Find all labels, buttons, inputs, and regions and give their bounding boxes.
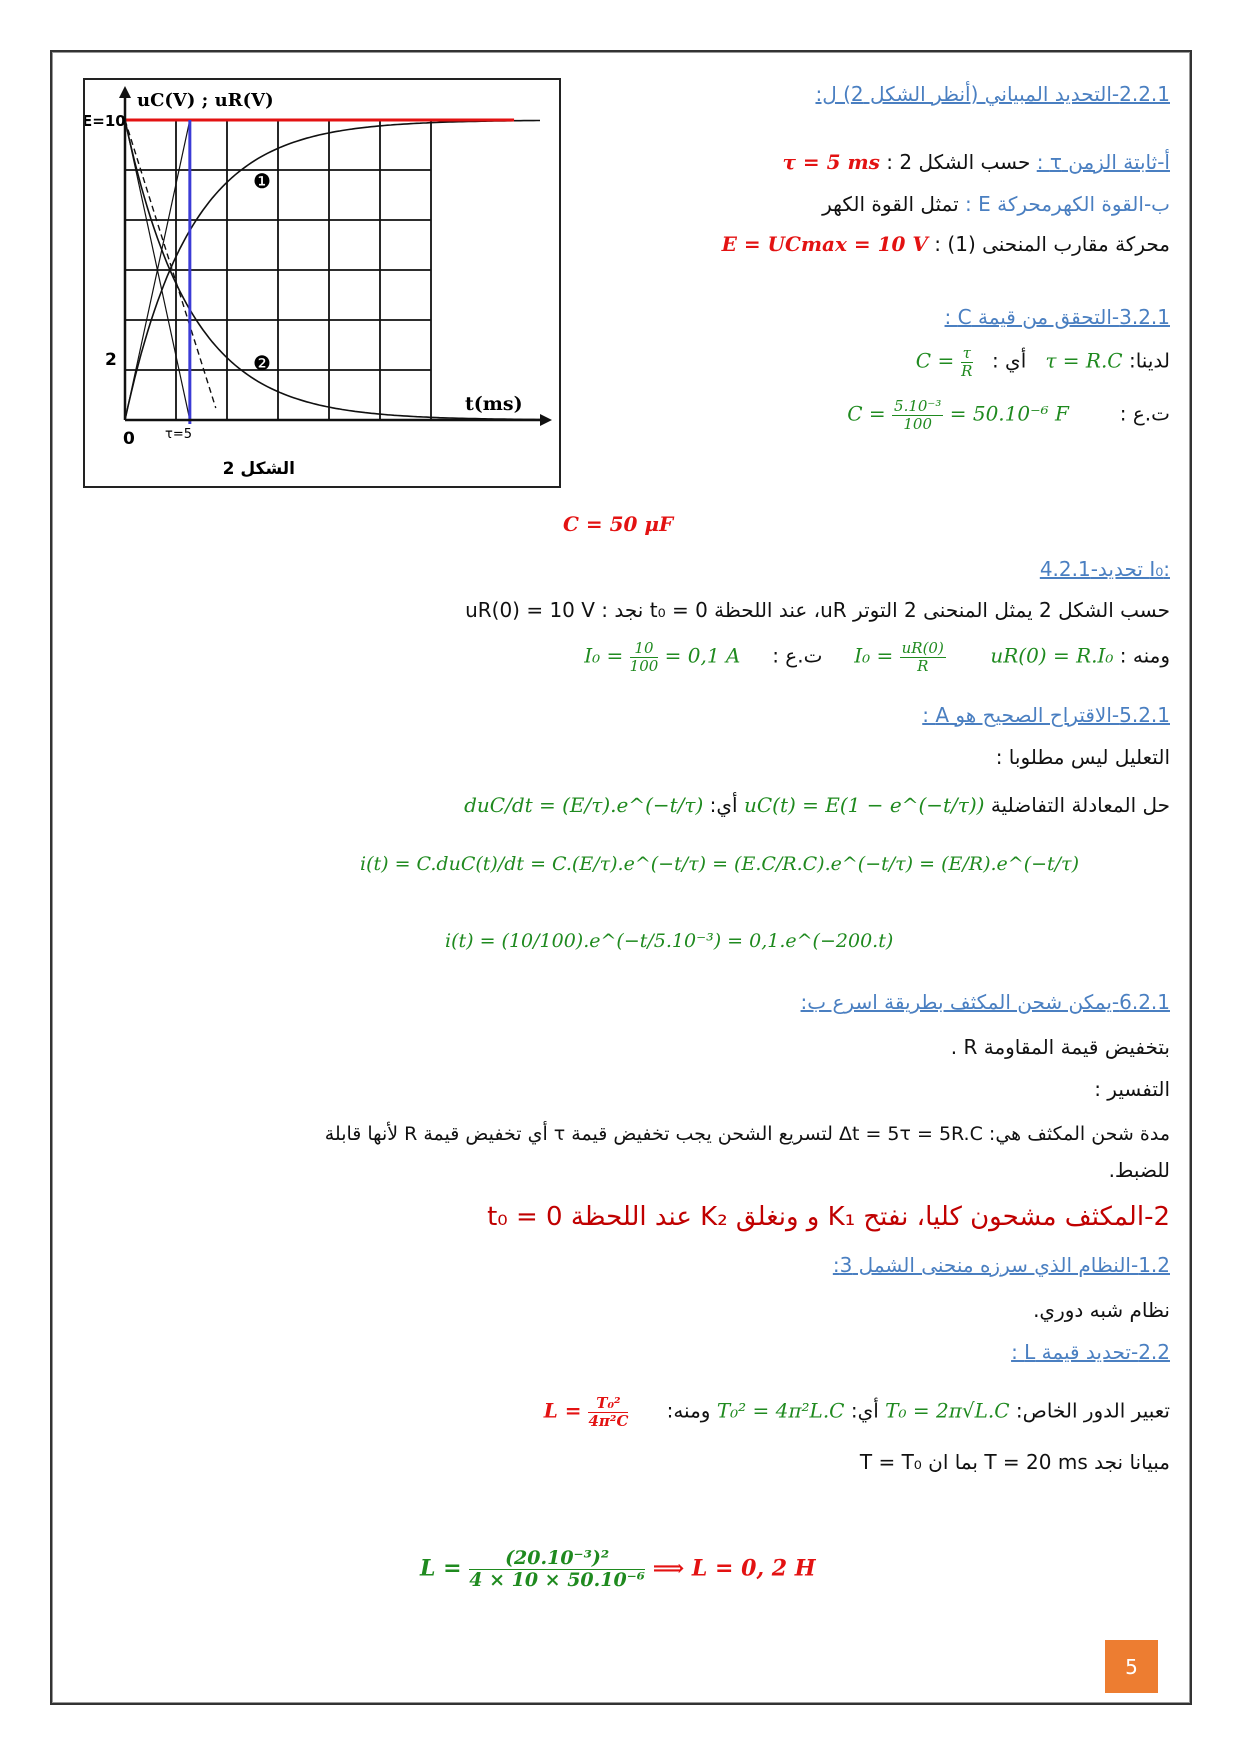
chart-svg <box>85 80 559 486</box>
s421-eq2: I₀ = $\frac{uR(0)}{R}$ <box>854 639 944 675</box>
s221-title: 2.2.1-التحديد المبياني (أنظر الشكل 2) ل: <box>815 82 1170 106</box>
s321-line2-a: ت.ع : <box>1119 401 1170 426</box>
s621-title: 6.2.1-يمكن شحن المكثف بطريقة اسرع ب: <box>800 990 1170 1014</box>
figure-2 <box>83 78 561 488</box>
s221-b-line2 <box>722 232 1170 256</box>
s22-title: 2.2-تحديد قيمة L : <box>1011 1340 1170 1364</box>
s12-text: نظام شبه دوري. <box>1033 1298 1170 1322</box>
s221-b-title: ب-القوة الكهرمحركة E : <box>965 192 1170 216</box>
s521-eq-i2: i(t) = (10/100).e^(−t/5.10⁻³) = 0,1.e^(−200.t) <box>445 930 894 952</box>
s521-note: التعليل ليس مطلوبا : <box>995 745 1170 769</box>
y2-label: 2 <box>105 350 117 370</box>
s321-line1-a: لدينا: <box>1128 348 1170 373</box>
s621-line3: مدة شحن المكثف هي: Δt = 5τ = 5R.C لتسريع الشحن يجب تخفيض قيمة τ أي تخفيض قيمة R لأنها قابلة <box>324 1123 1170 1145</box>
page-number: 5 <box>1105 1640 1158 1693</box>
s221-b-text2: محركة مقارب المنحنى (1) : <box>934 232 1170 256</box>
s321-eq1: τ = R.C <box>1045 348 1123 373</box>
s22-eq2: T₀² = 4π²L.C <box>716 1398 845 1423</box>
s621-line2: التفسير : <box>1094 1077 1170 1101</box>
s321-line2 <box>847 398 1170 432</box>
s421-line2: ومنه : uR(0) = R.I₀ I₀ = $\frac{uR(0)}{R}$ ت.ع : I₀ = $\frac{10}{100}$ = 0,1 A <box>584 639 1170 675</box>
s22-eq1: T₀ = 2π√L.C <box>885 1398 1010 1423</box>
y-axis-arrow <box>119 86 131 98</box>
s221-a-line <box>782 150 1170 174</box>
s22-result: L = $\frac{\text{T₀²}}{\text{4π²C}}$ <box>543 1394 629 1430</box>
figure-caption: الشكل 2 <box>222 459 295 479</box>
final-equation: L = $\frac{\text{(20.10⁻³)²}}{\text{4 × 10 × 50.10⁻⁶}}$ ⟹ L = 0, 2 H <box>420 1547 816 1591</box>
s521-eq2: duC/dt = (E/τ).e^(−t/τ) <box>464 793 704 817</box>
s321-line1-b: أي : <box>991 348 1027 373</box>
s221-a-text: حسب الشكل 2 : <box>886 150 1031 174</box>
s221-b-line <box>822 192 1170 216</box>
s421-line1: حسب الشكل 2 يمثل المنحنى 2 التوتر uR، عند اللحظة t₀ = 0 نجد : uR(0) = 10 V <box>465 598 1170 622</box>
s521-eq1: uC(t) = E(1 − e^(−t/τ)) <box>743 793 985 817</box>
s221-b-text: تمثل القوة الكهر <box>822 192 959 216</box>
s421-eq3: I₀ = $\frac{10}{100}$ = 0,1 A <box>584 639 741 675</box>
origin-label: 0 <box>123 429 135 449</box>
chart-grid <box>125 120 431 420</box>
s321-line2-eq: C = $\frac{\text{5.10⁻³}}{100}$ = 50.10⁻⁶ F <box>847 397 1069 433</box>
s321-eq2: C = $\frac{\tau}{R}$ <box>915 344 973 380</box>
curve1-marker: ❶ <box>253 169 271 193</box>
s12-title: 1.2-النظام الذي سرزه منحنى الشمل 3: <box>832 1253 1170 1277</box>
s321-title: 3.2.1-التحقق من قيمة C : <box>944 305 1170 329</box>
s22-line1: تعبير الدور الخاص: T₀ = 2π√L.C أي: T₀² = 4π²L.C ومنه: L = $\frac{\text{T₀²}}{\text{4π²C}}$ <box>543 1394 1170 1430</box>
tau-label: τ=5 <box>165 427 192 442</box>
chart-curves <box>125 120 540 424</box>
s521-title: 5.2.1-الاقتراح الصحيح هو A : <box>922 703 1170 727</box>
s621-line1: بتخفيض قيمة المقاومة R . <box>950 1035 1170 1059</box>
s221-b-result: E = UCmax = 10 V <box>721 232 928 256</box>
x-axis-arrow <box>540 414 552 426</box>
s22-line2: مبيانا نجد T = 20 ms بما ان T = T₀ <box>859 1450 1170 1474</box>
chart-axes <box>119 86 552 426</box>
s421-eq1: uR(0) = R.I₀ <box>990 643 1114 668</box>
s521-line1: حل المعادلة التفاضلية uC(t) = E(1 − e^(−t/τ)) أي: duC/dt = (E/τ).e^(−t/τ) <box>464 793 1170 817</box>
curve2-marker: ❷ <box>253 351 271 375</box>
s321-line1 <box>916 345 1170 379</box>
x-axis-label: t(ms) <box>465 393 523 415</box>
part2-heading: 2-المكثف مشحون كليا، نفتح K₁ و ونغلق K₂ عند اللحظة t₀ = 0 <box>487 1202 1170 1232</box>
s321-result: C = 50 μF <box>563 512 674 536</box>
s421-title: :I₀ تحديد-4.2.1 <box>1039 557 1170 581</box>
s221-a-title: أ-ثابتة الزمن τ : <box>1036 150 1170 174</box>
s521-eq-i: i(t) = C.duC(t)/dt = C.(E/τ).e^(−t/τ) = (E.C/R.C).e^(−t/τ) = (E/R).e^(−t/τ) <box>360 853 1079 875</box>
s221-a-result: τ = 5 ms <box>782 150 880 174</box>
e-label: E=10 <box>85 112 126 130</box>
s621-line4: للضبط. <box>1108 1158 1170 1182</box>
y-axis-label: uC(V) ; uR(V) <box>137 90 274 111</box>
